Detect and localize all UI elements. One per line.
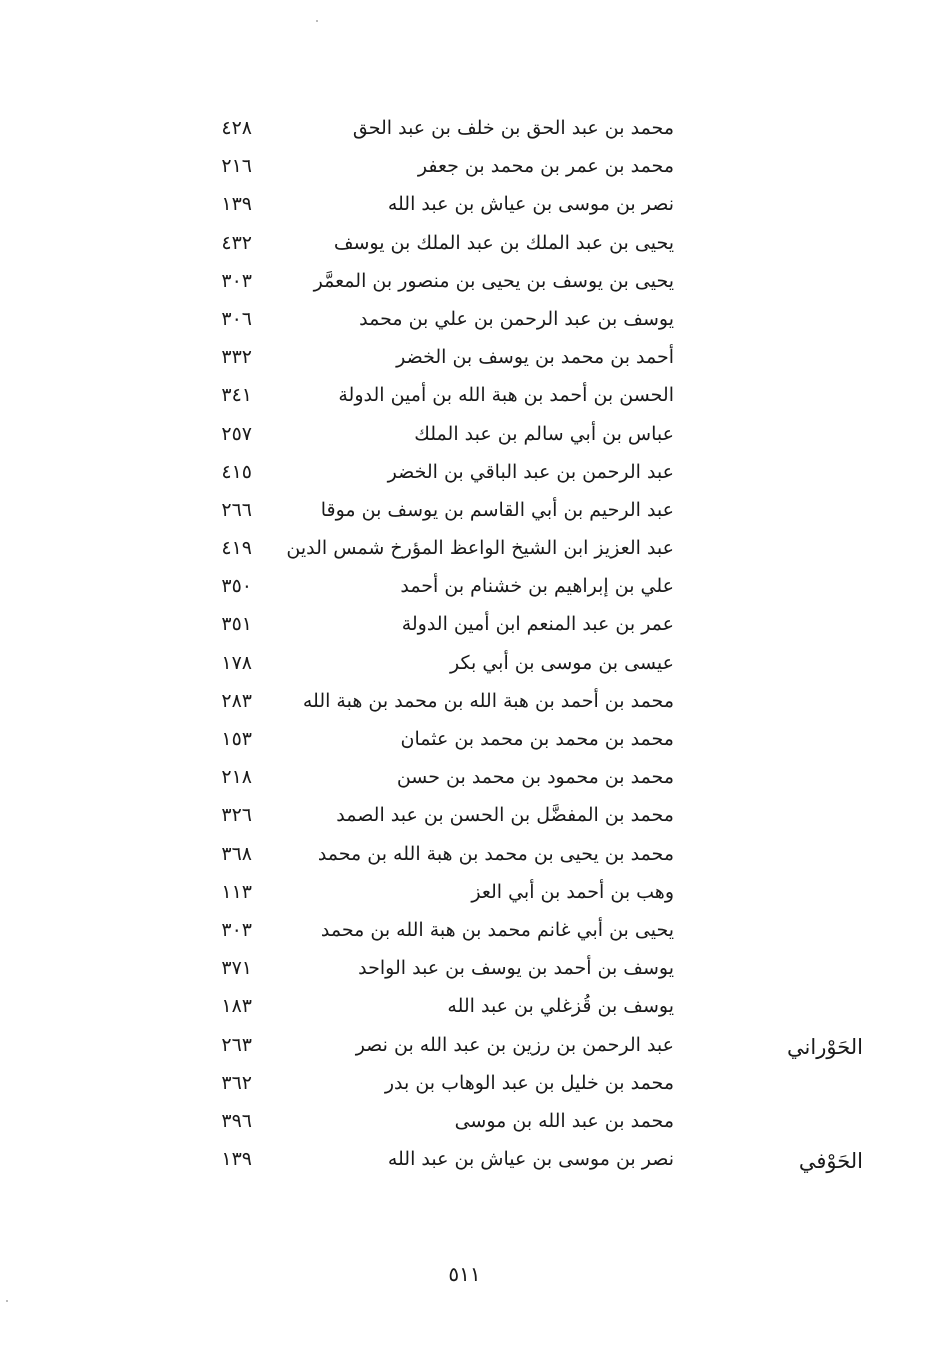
- index-entry: [0, 568, 929, 606]
- entry-page-number: ٣٥١: [221, 613, 252, 636]
- index-entry: [0, 988, 929, 1026]
- index-entry: [0, 148, 929, 186]
- index-entry: [0, 874, 929, 912]
- entry-name: نصر بن موسى بن عياش بن عبد الله: [387, 193, 674, 216]
- entry-name: محمد بن المفضَّل بن الحسن بن عبد الصمد: [336, 804, 674, 827]
- entry-page-number: ١٨٣: [221, 995, 252, 1018]
- entry-name: يحيى بن عبد الملك بن عبد الملك بن يوسف: [333, 231, 674, 254]
- scan-speck: [6, 1300, 8, 1302]
- entry-page-number: ٣٩٦: [221, 1109, 252, 1132]
- entry-name: عبد الرحمن بن رزين بن عبد الله بن نصر: [355, 1033, 674, 1056]
- entry-name: عبد الرحمن بن عبد الباقي بن الخضر: [387, 460, 674, 483]
- entry-name: محمد بن عبد الله بن موسى: [454, 1109, 674, 1132]
- entry-name: عبد العزيز ابن الشيخ الواعظ المؤرخ شمس الدين: [286, 537, 674, 560]
- index-entry: [0, 1141, 929, 1179]
- entry-name: محمد بن أحمد بن هبة الله بن محمد بن هبة الله: [302, 689, 674, 712]
- index-entry: [0, 1103, 929, 1141]
- entry-page-number: ٣٣٢: [221, 346, 252, 369]
- entry-page-number: ٤١٩: [221, 537, 252, 560]
- entry-name: يوسف بن قُزغلي بن عبد الله: [447, 995, 674, 1018]
- entry-name: يوسف بن عبد الرحمن بن علي بن محمد: [359, 307, 674, 330]
- index-entry: [0, 416, 929, 454]
- index-entry: [0, 1027, 929, 1065]
- entry-page-number: ٢١٨: [221, 766, 252, 789]
- nisba-heading: الحَوْراني: [787, 1034, 863, 1059]
- index-entry: [0, 797, 929, 835]
- index-entry: [0, 492, 929, 530]
- index-entry: [0, 377, 929, 415]
- index-entry: [0, 606, 929, 644]
- entry-name: محمد بن محمود بن محمد بن حسن: [396, 766, 674, 789]
- entry-name: يحيى بن أبي غانم محمد بن هبة الله بن محمد: [320, 918, 674, 941]
- entry-page-number: ٣٦٢: [221, 1071, 252, 1094]
- index-entry: [0, 263, 929, 301]
- index-entry: [0, 1065, 929, 1103]
- index-entry: [0, 339, 929, 377]
- entry-page-number: ١٥٣: [221, 728, 252, 750]
- index-entry: [0, 454, 929, 492]
- entry-page-number: ٢١٦: [221, 155, 252, 178]
- entry-name: محمد بن يحيى بن محمد بن هبة الله بن محمد: [317, 842, 674, 865]
- entry-name: يوسف بن أحمد بن يوسف بن عبد الواحد: [358, 957, 674, 980]
- entry-page-number: ١٣٩: [221, 193, 252, 216]
- index-entry: [0, 301, 929, 339]
- index-entry: [0, 721, 929, 759]
- entry-name: نصر بن موسى بن عياش بن عبد الله: [387, 1148, 674, 1171]
- nisba-heading: الحَوْفي: [798, 1149, 863, 1174]
- index-entry: [0, 110, 929, 148]
- entry-name: محمد بن خليل بن عبد الوهاب بن بدر: [384, 1071, 674, 1094]
- entry-page-number: ١١٣: [221, 880, 252, 903]
- index-entry: [0, 683, 929, 721]
- entry-page-number: ٣٤١: [221, 384, 252, 407]
- index-entry: [0, 186, 929, 224]
- index-entry: [0, 645, 929, 683]
- entry-page-number: ٢٥٧: [221, 422, 252, 445]
- index-entries: [0, 110, 929, 1179]
- entry-page-number: ٤١٥: [221, 460, 252, 483]
- entry-page-number: ٣٠٣: [221, 918, 252, 941]
- entry-page-number: ١٣٩: [221, 1148, 252, 1171]
- entry-page-number: ٣٢٦: [221, 804, 252, 827]
- entry-name: وهب بن أحمد بن أبي العز: [471, 880, 674, 903]
- entry-name: عيسى بن موسى بن أبي بكر: [450, 651, 674, 674]
- entry-name: عباس بن أبي سالم بن عبد الملك: [414, 422, 674, 445]
- entry-page-number: ٣٠٦: [221, 307, 252, 330]
- page-number: ٥١١: [448, 1262, 481, 1286]
- index-entry: [0, 836, 929, 874]
- index-entry: [0, 912, 929, 950]
- entry-name: الحسن بن أحمد بن هبة الله بن أمين الدولة: [338, 384, 674, 407]
- entry-page-number: ٣٥٠: [221, 575, 252, 598]
- entry-name: محمد بن عبد الحق بن خلف بن عبد الحق: [352, 117, 674, 139]
- index-entry: [0, 530, 929, 568]
- entry-name: عبد الرحيم بن أبي القاسم بن يوسف بن موقا: [320, 498, 674, 521]
- index-entry: [0, 950, 929, 988]
- scan-speck: [316, 20, 318, 22]
- entry-name: عمر بن عبد المنعم ابن أمين الدولة: [401, 613, 674, 636]
- entry-page-number: ٣٦٨: [221, 842, 252, 865]
- entry-name: علي بن إبراهيم بن خشنام بن أحمد: [400, 575, 674, 598]
- index-entry: [0, 759, 929, 797]
- entry-page-number: ٤٢٨: [221, 117, 252, 139]
- entry-page-number: ٢٦٣: [221, 1033, 252, 1056]
- entry-page-number: ٤٣٢: [221, 231, 252, 254]
- entry-name: محمد بن محمد بن محمد بن عثمان: [400, 728, 674, 750]
- entry-page-number: ١٧٨: [221, 651, 252, 674]
- entry-name: يحيى بن يوسف بن يحيى بن منصور بن المعمَّر: [313, 269, 674, 292]
- entry-page-number: ٣٧١: [221, 957, 252, 980]
- entry-page-number: ٣٠٣: [221, 269, 252, 292]
- entry-page-number: ٢٦٦: [221, 498, 252, 521]
- entry-name: أحمد بن محمد بن يوسف بن الخضر: [396, 346, 674, 369]
- index-entry: [0, 225, 929, 263]
- entry-name: محمد بن عمر بن محمد بن جعفر: [417, 155, 674, 178]
- entry-page-number: ٢٨٣: [221, 689, 252, 712]
